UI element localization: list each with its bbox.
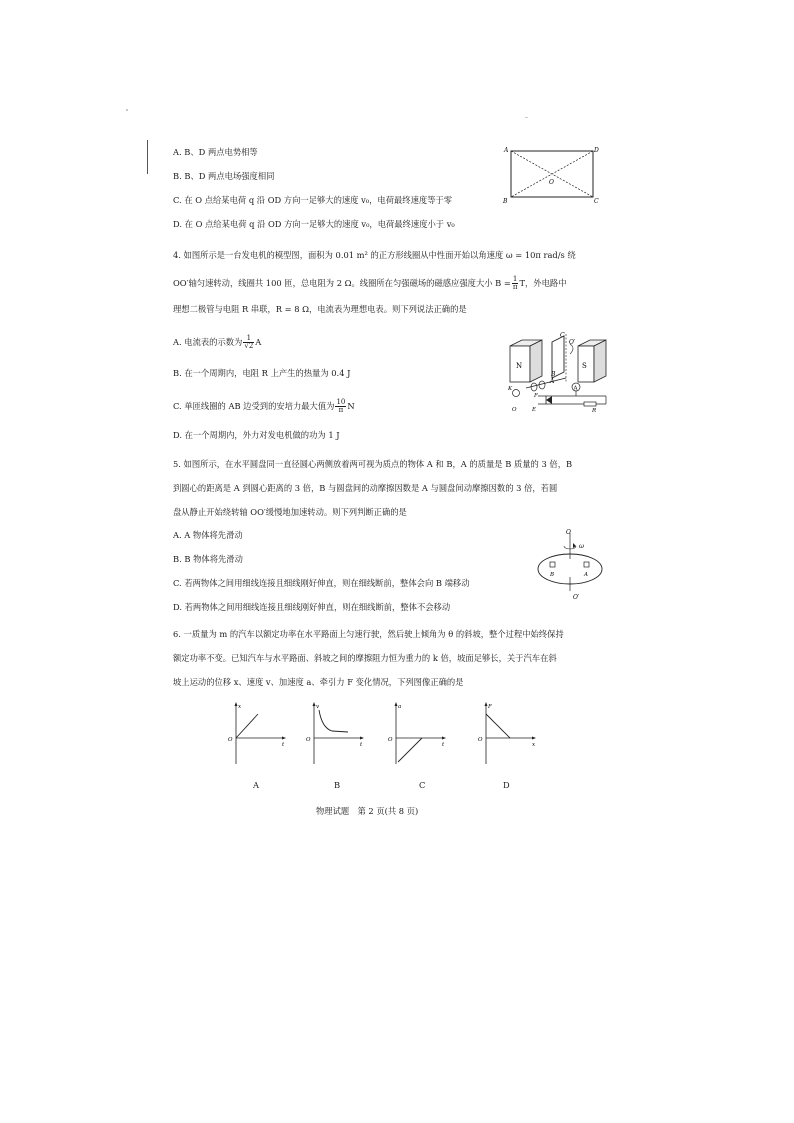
page-footer: 物理试题 第 2 页(共 8 页) xyxy=(316,806,419,816)
q4-stem-line3: 理想二极管与电阻 R 串联，R = 8 Ω，电流表为理想电表。则下列说法正确的是 xyxy=(173,304,467,314)
q4-label-r: R xyxy=(592,408,597,414)
q5-disk-figure xyxy=(530,525,612,601)
q3-label-a: A xyxy=(504,147,509,154)
q3-label-c: C xyxy=(594,198,599,205)
q6-stem-line2: 额定功率不变。已知汽车与水平路面、斜坡之间的摩擦阻力恒为重力的 k 倍，坡面足够长，关于汽车在斜 xyxy=(173,653,557,663)
q3-rectangle-figure xyxy=(500,144,602,206)
q6-choice-c-label: C xyxy=(419,780,426,790)
q6-c-y-label: a xyxy=(398,704,402,710)
q6-a-x-label: t xyxy=(282,742,285,748)
q6-graph-c xyxy=(384,700,450,766)
scan-mark xyxy=(126,109,128,111)
q6-choice-a-label: A xyxy=(253,780,259,790)
q4-label-e: E xyxy=(532,407,537,413)
q5-option-d: D. 若两物体之间用细线连接且细线刚好伸直，则在细线断前，整体不会移动 xyxy=(173,602,451,612)
q4-label-o: O xyxy=(512,407,517,413)
q6-d-x-label: x xyxy=(532,742,536,748)
q4-ammeter-label: A xyxy=(573,385,578,392)
q5-option-b: B. B 物体将先滑动 xyxy=(173,554,243,564)
q6-b-x-label: t xyxy=(360,742,363,748)
q5-stem-line3: 盘从静止开始绕转轴 OO′缓慢地加速转动。则下列判断正确的是 xyxy=(173,507,407,517)
q5-label-o: O xyxy=(566,529,571,536)
q4-generator-figure xyxy=(506,332,610,414)
q4-label-a: A xyxy=(550,378,555,385)
q3-option-d: D. 在 O 点给某电荷 q 沿 OD 方向一足够大的速度 v₀，电荷最终速度小于 v₀ xyxy=(173,219,455,229)
q4-b-fraction: $\frac{1}{\pi}$ xyxy=(512,275,518,291)
q6-graph-a xyxy=(224,700,290,766)
q6-stem-line3: 坡上运动的位移 x、速度 v、加速度 a、牵引力 F 变化情况，下列图像正确的是 xyxy=(173,677,464,687)
q5-label-omega: ω xyxy=(579,543,584,550)
q5-stem-line2: 到圆心的距离是 A 到圆心距离的 3 倍，B 与圆盘间的动摩擦因数是 A 与圆盘间动摩擦因数的 3 倍，若圆 xyxy=(173,483,558,493)
q5-label-b: B xyxy=(550,572,555,578)
q4-option-d: D. 在一个周期内，外力对发电机做的功为 1 J xyxy=(173,430,340,440)
q4-label-n: N xyxy=(516,362,523,370)
q6-b-origin: O xyxy=(306,737,311,743)
q4-option-a: A. 电流表的示数为 $\frac{1}{√2}$ A xyxy=(173,334,262,350)
q6-c-origin: O xyxy=(388,737,393,743)
q5-option-c: C. 若两物体之间用细线连接且细线刚好伸直，则在细线断前，整体会向 B 端移动 xyxy=(173,578,470,588)
q4-label-b: B xyxy=(551,371,556,378)
q5-stem-line1: 5. 如图所示，在水平圆盘同一直径圆心两侧放着两可视为质点的物体 A 和 B，A 的质量是 B 质量的 3 倍，B xyxy=(173,459,573,469)
q4-option-b: B. 在一个周期内，电阻 R 上产生的热量为 0.4 J xyxy=(173,368,351,378)
scan-mark xyxy=(147,140,148,174)
q3-option-c: C. 在 O 点给某电荷 q 沿 OD 方向一足够大的速度 v₀，电荷最终速度等于零 xyxy=(173,195,453,205)
q6-d-y-label: F xyxy=(488,704,492,710)
q4-option-c: C. 单匝线圈的 AB 边受到的安培力最大值为 $\frac{10}{\pi}$ N xyxy=(173,398,355,414)
q6-a-y-label: x xyxy=(238,704,242,710)
q3-option-a: A. B、D 两点电势相等 xyxy=(173,147,258,157)
q6-choice-b-label: B xyxy=(334,780,341,790)
q4-stem-line2: OO′轴匀速转动，线圈共 100 匝，总电阻为 2 Ω。线圈所在匀强磁场的磁感应强度大小 B = $\frac{1}{\pi}$ T，外电路中 xyxy=(173,275,567,291)
q6-stem-line1: 6. 一质量为 m 的汽车以额定功率在水平路面上匀速行驶，然后驶上倾角为 θ 的斜坡，整个过程中始终保持 xyxy=(173,629,564,639)
q6-a-origin: O xyxy=(228,737,233,743)
q6-graph-d xyxy=(474,700,540,766)
q3-label-d: D xyxy=(594,147,599,154)
q4-label-s: S xyxy=(582,362,587,370)
q6-graph-b xyxy=(302,700,368,766)
q4-label-f: F xyxy=(534,393,538,399)
q5-label-a: A xyxy=(584,572,588,578)
q3-option-b: B. B、D 两点电场强度相同 xyxy=(173,171,275,181)
q6-c-x-label: t xyxy=(442,742,445,748)
q3-label-b: B xyxy=(503,198,508,205)
q4-label-k: K xyxy=(508,386,513,392)
q6-d-origin: O xyxy=(478,737,483,743)
q4-label-c: C xyxy=(560,332,565,339)
q4-stem-line1: 4. 如图所示是一台发电机的模型图，面积为 0.01 m² 的正方形线圈从中性面开始以角速度 ω = 10π rad/s 绕 xyxy=(173,250,576,260)
q3-label-o: O xyxy=(549,179,554,186)
scan-mark xyxy=(525,117,528,118)
q4-label-o-prime: O′ xyxy=(569,339,576,346)
q5-option-a: A. A 物体将先滑动 xyxy=(173,530,243,540)
q5-label-o-prime: O′ xyxy=(573,594,580,601)
q6-choice-d-label: D xyxy=(503,780,510,790)
q6-b-y-label: v xyxy=(316,704,320,710)
